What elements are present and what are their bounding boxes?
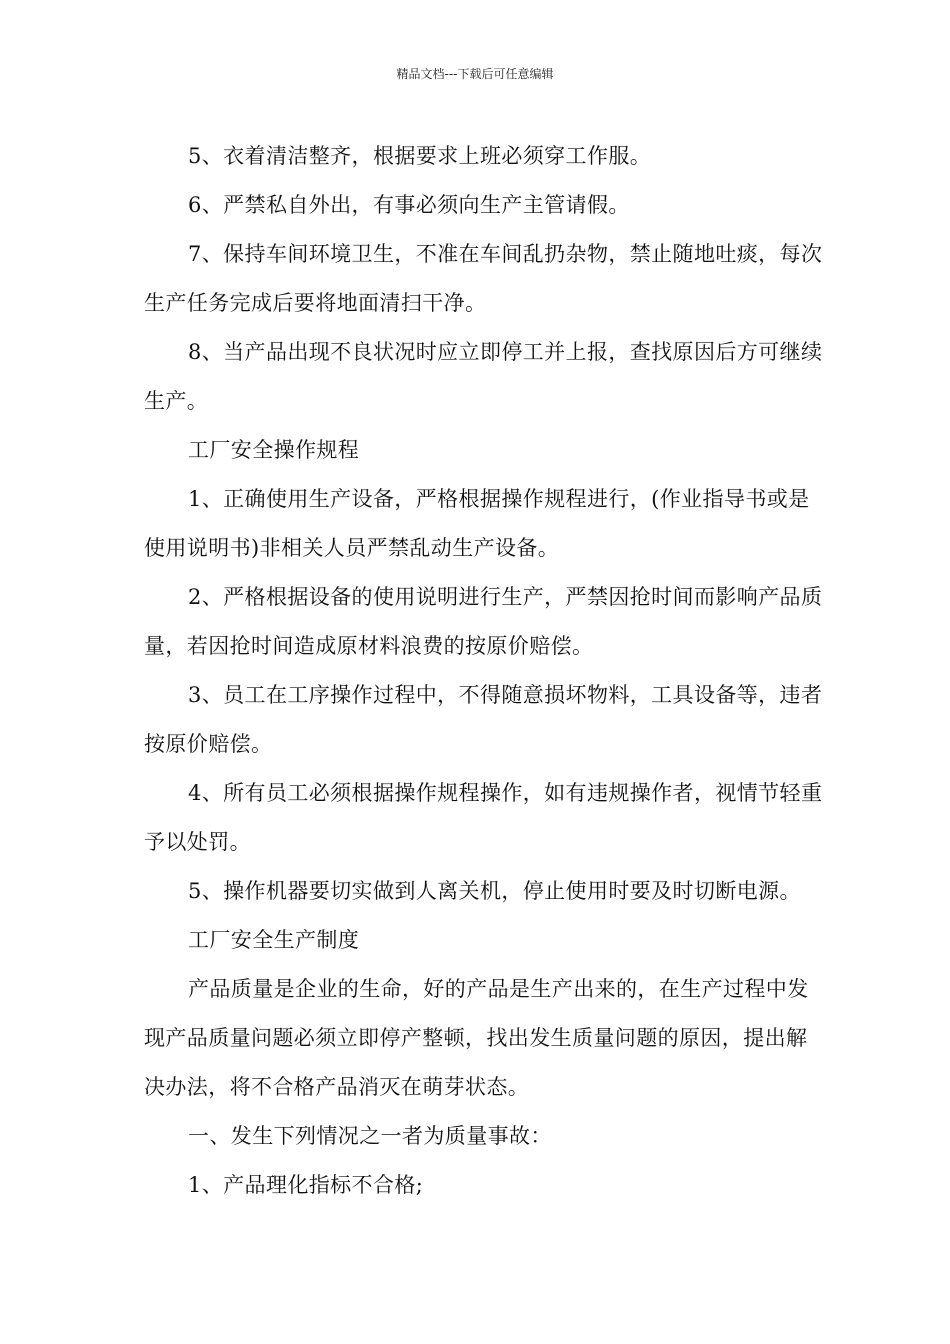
paragraph-op-rule-3: 3、员工在工序操作过程中，不得随意损坏物料，工具设备等，违者按原价赔偿。	[144, 683, 823, 756]
paragraph-op-rule-4: 4、所有员工必须根据操作规程操作，如有违规操作者，视情节轻重予以处罚。	[144, 781, 823, 854]
paragraph-rule-7-hygiene: 7、保持车间环境卫生，不准在车间乱扔杂物，禁止随地吐痰，每次生产任务完成后要将地面清扫干净。	[144, 242, 823, 315]
document-body	[144, 132, 824, 1210]
page-header: 精品文档---下载后可任意编辑	[396, 67, 554, 81]
paragraph-rule-6-leave: 6、严禁私自外出，有事必须向生产主管请假。	[188, 193, 630, 217]
section-heading-safety-production: 工厂安全生产制度	[188, 928, 360, 952]
paragraph-quality-intro: 产品质量是企业的生命，好的产品是生产出来的，在生产过程中发现产品质量问题必须立即停产整顿，找出发生质量问题的原因，提出解决办法，将不合格产品消灭在萌芽状态。	[144, 977, 809, 1099]
paragraph-rule-5-dress: 5、衣着清洁整齐，根据要求上班必须穿工作服。	[188, 144, 652, 168]
paragraph-quality-item-1: 1、产品理化指标不合格;	[188, 1173, 424, 1197]
paragraph-quality-accident-heading: 一、发生下列情况之一者为质量事故：	[188, 1124, 552, 1148]
paragraph-rule-8-defects: 8、当产品出现不良状况时应立即停工并上报，查找原因后方可继续生产。	[144, 340, 823, 413]
paragraph-op-rule-1: 1、正确使用生产设备，严格根据操作规程进行，(作业指导书或是使用说明书)非相关人员严禁乱动生产设备。	[144, 487, 810, 560]
paragraph-op-rule-2: 2、严格根据设备的使用说明进行生产，严禁因抢时间而影响产品质量，若因抢时间造成原材料浪费的按原价赔偿。	[144, 585, 823, 658]
section-heading-safety-operation: 工厂安全操作规程	[188, 438, 360, 462]
paragraph-op-rule-5: 5、操作机器要切实做到人离关机，停止使用时要及时切断电源。	[188, 879, 801, 903]
